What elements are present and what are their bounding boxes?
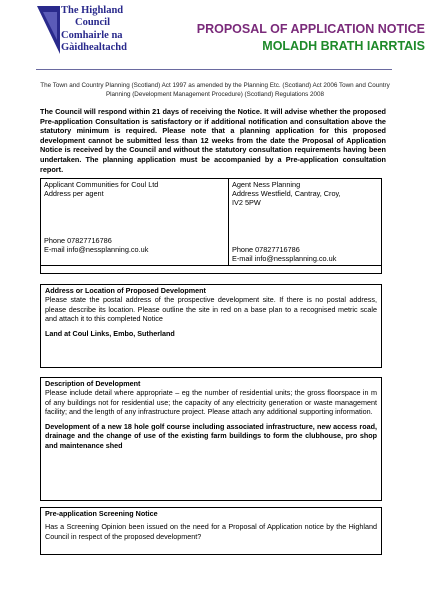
applicant-name: Applicant Communities for Coul Ltd: [44, 180, 159, 189]
statute-reference: The Town and Country Planning (Scotland) Act 1997 as amended by the Planning Etc. (Scotland) Act 2006 Town and Country Planning (Development Management Procedure) (Scotland) Regulations 2008: [40, 82, 390, 98]
agent-postcode: IV2 5PW: [232, 198, 261, 207]
applicant-email: E-mail info@nessplanning.co.uk: [44, 245, 149, 254]
logo-line: The Highland: [61, 5, 124, 16]
applicant-phone: Phone 07827716786: [44, 236, 112, 245]
council-logo: [33, 4, 148, 56]
table-divider: [228, 178, 229, 266]
logo-line: Council: [75, 17, 111, 29]
location-answer: Land at Coul Links, Embo, Sutherland: [45, 329, 175, 339]
applicant-address: Address per agent: [44, 189, 104, 198]
logo-text: [61, 5, 127, 54]
header-divider: [36, 69, 392, 70]
description-heading: Description of Development: [45, 379, 141, 388]
description-answer: Development of a new 18 hole golf course including associated infrastructure, new access road, drainage and the change of use of the existing farm buildings to form the clubhouse, pro shop and maintenance shed: [45, 422, 377, 450]
logo-triangle-icon: [33, 4, 61, 56]
agent-email: E-mail info@nessplanning.co.uk: [232, 254, 337, 263]
intro-paragraph: The Council will respond within 21 days of receiving the Notice. It will advise whether the proposed Pre-application Consultation is satisfactory or if additional notification and consultation above the statutory minimum is required. Please note that a planning application for this proposed development cannot be submitted less than 12 weeks from the date the Proposal of Application Notice is received by the Council and without the statutory consultation requirements having been undertaken. The planning application must be accompanied by a Pre-application consultation report.: [40, 107, 386, 174]
logo-line: Gàidhealtachd: [61, 41, 127, 53]
document-title-gaelic: MOLADH BRATH IARRTAIS: [262, 39, 425, 53]
agent-address: Address Westfield, Cantray, Croy,: [232, 189, 341, 198]
location-section: [40, 284, 382, 368]
document-title: PROPOSAL OF APPLICATION NOTICE: [196, 22, 425, 36]
agent-phone: Phone 07827716786: [232, 245, 300, 254]
screening-heading: Pre-application Screening Notice: [45, 509, 158, 518]
logo-line: Comhairle na: [61, 29, 123, 41]
screening-section: [40, 507, 382, 555]
location-instructions: Please state the postal address of the prospective development site. If there is no postal address, please describe its location. Please outline the site in red on a base plan to a recognised metric scale and attach it to this completed Notice: [45, 295, 377, 323]
table-divider: [40, 265, 382, 266]
screening-question: Has a Screening Opinion been issued on the need for a Proposal of Application notice by the Highland Council in respect of the proposed development?: [45, 522, 377, 541]
description-instructions: Please include detail where appropriate – eg the number of residential units; the gross floorspace in m of any buildings not for residential use; the capacity of any electricity generation or waste management facility; and the length of any infrastructure project. Please attach any additional supporting information.: [45, 388, 377, 416]
description-section: [40, 377, 382, 501]
agent-name: Agent Ness Planning: [232, 180, 301, 189]
location-heading: Address or Location of Proposed Development: [45, 286, 206, 295]
